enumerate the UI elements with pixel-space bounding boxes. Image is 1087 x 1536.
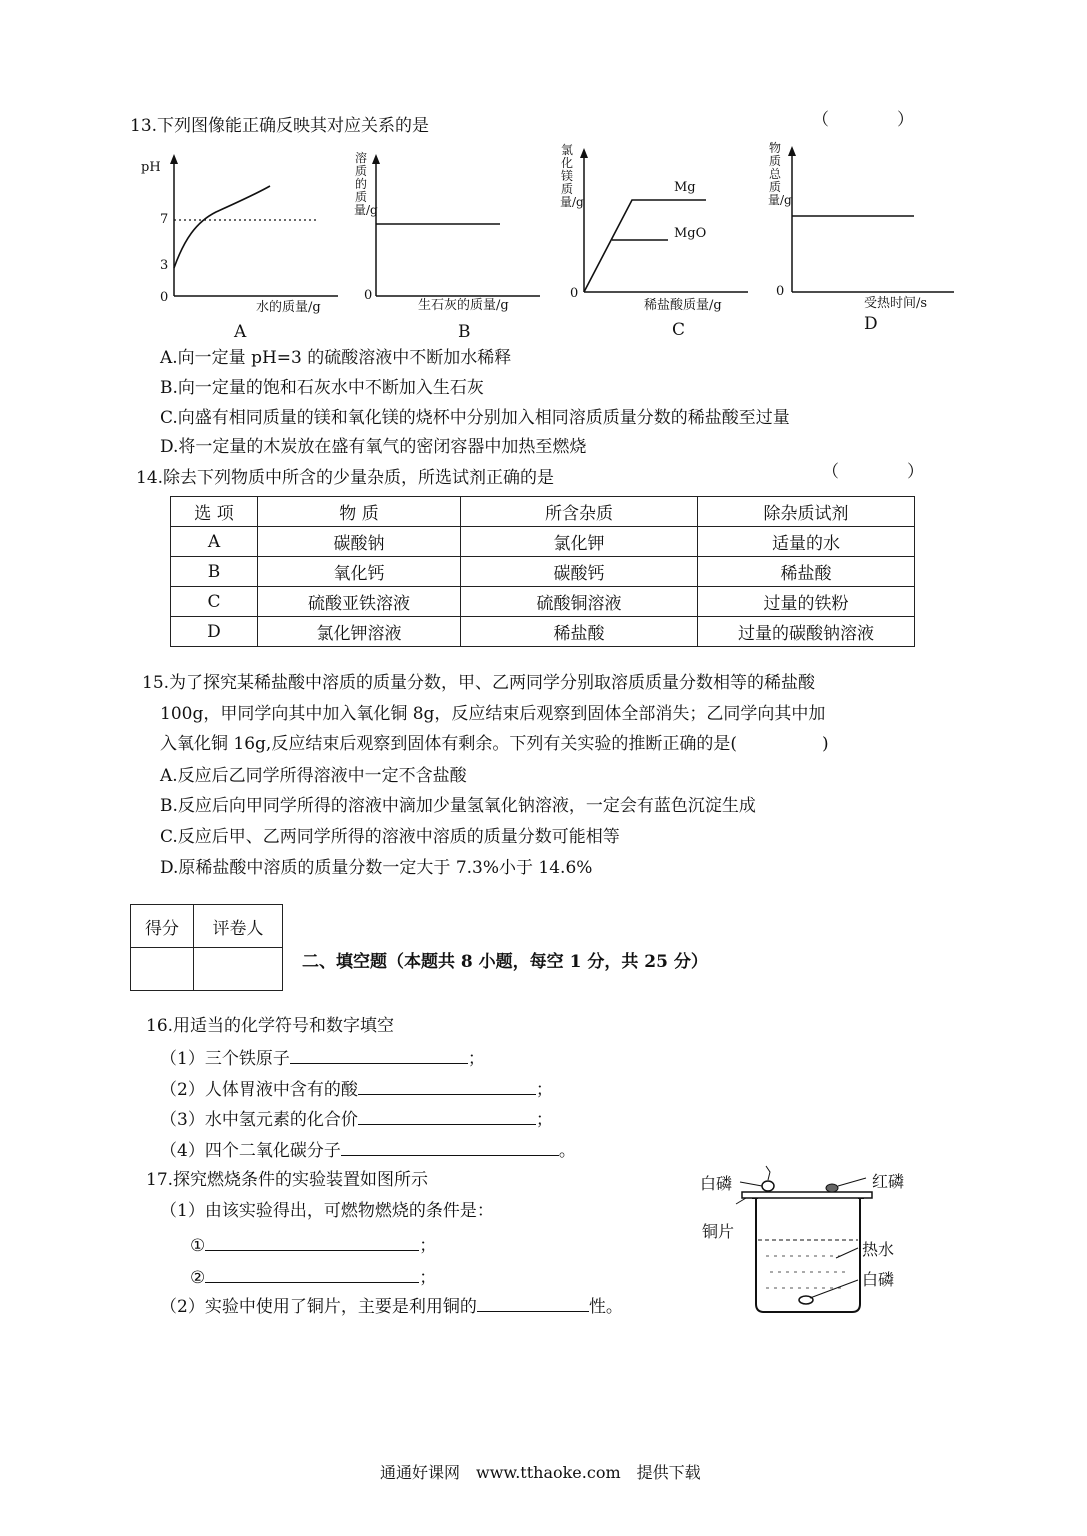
grader-cell[interactable] (194, 948, 283, 991)
graph-d (764, 142, 960, 338)
graph-d-origin: 0 (776, 284, 785, 299)
q16-answer-3[interactable] (358, 1108, 536, 1125)
q13-option-a: A.向一定量 pH=3 的硫酸溶液中不断加水稀释 (160, 348, 512, 368)
row-b-reagent: 稀盐酸 (698, 557, 915, 587)
score-cell[interactable] (131, 948, 194, 991)
grader-label: 评卷人 (194, 905, 283, 948)
table-row (171, 617, 915, 647)
table-row (171, 557, 915, 587)
footer-note: 通通好课网 www.tthaoke.com 提供下载 (380, 1463, 701, 1482)
score-box (130, 904, 283, 991)
q17-sub-2 (160, 1295, 623, 1317)
graph-a-xlabel: 水的质量/g (256, 300, 321, 315)
q16-item-3-end: ； (535, 1110, 553, 1130)
row-c-reagent: 过量的铁粉 (698, 587, 915, 617)
row-a-option: A (171, 527, 258, 557)
q17-condition-2 (190, 1266, 436, 1288)
graph-c-series-mg: Mg (674, 180, 696, 195)
q17-answer-2[interactable] (205, 1266, 419, 1283)
label-white-phosphorus-bottom: 白磷 (862, 1270, 895, 1289)
q15-line-2: 100g，甲同学向其中加入氧化铜 8g，反应结束后观察到固体全部消失；乙同学向其中加 (160, 704, 826, 724)
header-substance: 物 质 (258, 497, 461, 527)
graph-b-xlabel: 生石灰的质量/g (418, 298, 509, 313)
header-option: 选 项 (171, 497, 258, 527)
q16-item-2 (160, 1078, 553, 1100)
q16-item-2-end: ； (535, 1080, 553, 1100)
q13-option-b: B.向一定量的饱和石灰水中不断加入生石灰 (160, 378, 484, 398)
q15-option-b: B.反应后向甲同学所得的溶液中滴加少量氢氧化钠溶液，一定会有蓝色沉淀生成 (160, 796, 756, 816)
q17-sub-2-end: 性。 (588, 1297, 623, 1317)
graph-d-label: D (864, 314, 878, 334)
q17-condition-2-end: ； (419, 1268, 437, 1288)
q13-answer-bracket: （ ） (812, 110, 914, 130)
q17-answer-3[interactable] (477, 1295, 589, 1312)
row-a-substance: 碳酸钠 (258, 527, 461, 557)
q17-sub-1: （1）由该实验得出，可燃物燃烧的条件是： (160, 1201, 494, 1221)
row-b-impurity: 碳酸钙 (461, 557, 698, 587)
q16-item-4-end: 。 (558, 1141, 576, 1161)
label-hot-water: 热水 (862, 1240, 895, 1259)
q16-stem: 16.用适当的化学符号和数字填空 (146, 1016, 395, 1036)
label-copper-sheet: 铜片 (702, 1222, 735, 1241)
q13-stem: 13.下列图像能正确反映其对应关系的是 (130, 116, 430, 136)
score-label: 得分 (131, 905, 194, 948)
q16-item-2-label: （2）人体胃液中含有的酸 (160, 1080, 358, 1100)
q14-stem: 14.除去下列物质中所含的少量杂质，所选试剂正确的是 (136, 468, 555, 488)
row-d-impurity: 稀盐酸 (461, 617, 698, 647)
graph-c (556, 144, 756, 340)
graph-b-origin: 0 (364, 288, 373, 303)
table-header-row (171, 497, 915, 527)
header-reagent: 除杂质试剂 (698, 497, 915, 527)
q17-condition-1-end: ； (419, 1236, 437, 1256)
q17-condition-2-marker: ② (190, 1268, 206, 1288)
row-a-reagent: 适量的水 (698, 527, 915, 557)
graph-a-origin: 0 (160, 290, 169, 305)
q13-option-c: C.向盛有相同质量的镁和氧化镁的烧杯中分别加入相同溶质质量分数的稀盐酸至过量 (160, 408, 790, 428)
graph-c-origin: 0 (570, 286, 579, 301)
graph-d-ylabel: 物质总质量/g (768, 141, 792, 207)
q14-options-table (170, 496, 915, 647)
graph-a-tick-7: 7 (160, 212, 169, 227)
q17-sub-2-label: （2）实验中使用了铜片，主要是利用铜的 (160, 1297, 477, 1317)
table-row (171, 527, 915, 557)
q16-item-4 (160, 1139, 576, 1161)
graph-a (138, 150, 348, 340)
q14-answer-bracket: （ ） (822, 462, 924, 482)
graph-b (350, 150, 550, 340)
q15-option-a: A.反应后乙同学所得溶液中一定不含盐酸 (160, 766, 467, 786)
q17-stem: 17.探究燃烧条件的实验装置如图所示 (146, 1170, 429, 1190)
graph-a-tick-3: 3 (160, 258, 169, 273)
q17-condition-1 (190, 1234, 436, 1256)
section-2-title: 二、填空题（本题共 8 小题，每空 1 分，共 25 分） (302, 952, 708, 972)
row-c-substance: 硫酸亚铁溶液 (258, 587, 461, 617)
graph-c-xlabel: 稀盐酸质量/g (644, 298, 722, 313)
graph-c-ylabel: 氯化镁质量/g (560, 143, 584, 209)
q15-line-1: 15.为了探究某稀盐酸中溶质的质量分数，甲、乙两同学分别取溶质质量分数相等的稀盐酸 (142, 673, 816, 693)
q16-item-3-label: （3）水中氢元素的化合价 (160, 1110, 358, 1130)
row-c-impurity: 硫酸铜溶液 (461, 587, 698, 617)
q16-item-1 (160, 1047, 485, 1069)
q17-answer-1[interactable] (205, 1234, 419, 1251)
q16-answer-2[interactable] (358, 1078, 536, 1095)
q17-condition-1-marker: ① (190, 1236, 206, 1256)
row-d-reagent: 过量的碳酸钠溶液 (698, 617, 915, 647)
q16-answer-1[interactable] (290, 1047, 468, 1064)
q16-item-3 (160, 1108, 553, 1130)
graph-d-xlabel: 受热时间/s (864, 296, 928, 311)
table-row (171, 587, 915, 617)
graph-c-series-mgo: MgO (674, 226, 707, 241)
header-impurity: 所含杂质 (461, 497, 698, 527)
graph-c-label: C (672, 320, 686, 340)
graph-a-ylabel: pH (141, 160, 161, 175)
combustion-apparatus-diagram (696, 1160, 936, 1320)
row-c-option: C (171, 587, 258, 617)
graph-b-label: B (458, 322, 471, 342)
q15-line-3: 入氧化铜 16g,反应结束后观察到固体有剩余。下列有关实验的推断正确的是( ) (160, 734, 829, 754)
label-red-phosphorus: 红磷 (872, 1172, 905, 1191)
row-a-impurity: 氯化钾 (461, 527, 698, 557)
q16-item-1-end: ； (467, 1049, 485, 1069)
q16-item-1-label: （1）三个铁原子 (160, 1049, 290, 1069)
q16-item-4-label: （4）四个二氧化碳分子 (160, 1141, 341, 1161)
q15-option-c: C.反应后甲、乙两同学所得的溶液中溶质的质量分数可能相等 (160, 827, 620, 847)
q15-option-d: D.原稀盐酸中溶质的质量分数一定大于 7.3%小于 14.6% (160, 858, 593, 878)
row-d-option: D (171, 617, 258, 647)
graph-a-label: A (234, 322, 247, 342)
q16-answer-4[interactable] (341, 1139, 559, 1156)
graph-b-ylabel: 溶质的质量/g (354, 151, 378, 217)
row-b-substance: 氧化钙 (258, 557, 461, 587)
row-d-substance: 氯化钾溶液 (258, 617, 461, 647)
row-b-option: B (171, 557, 258, 587)
label-white-phosphorus-top: 白磷 (700, 1174, 733, 1193)
q13-option-d: D.将一定量的木炭放在盛有氧气的密闭容器中加热至燃烧 (160, 437, 587, 457)
